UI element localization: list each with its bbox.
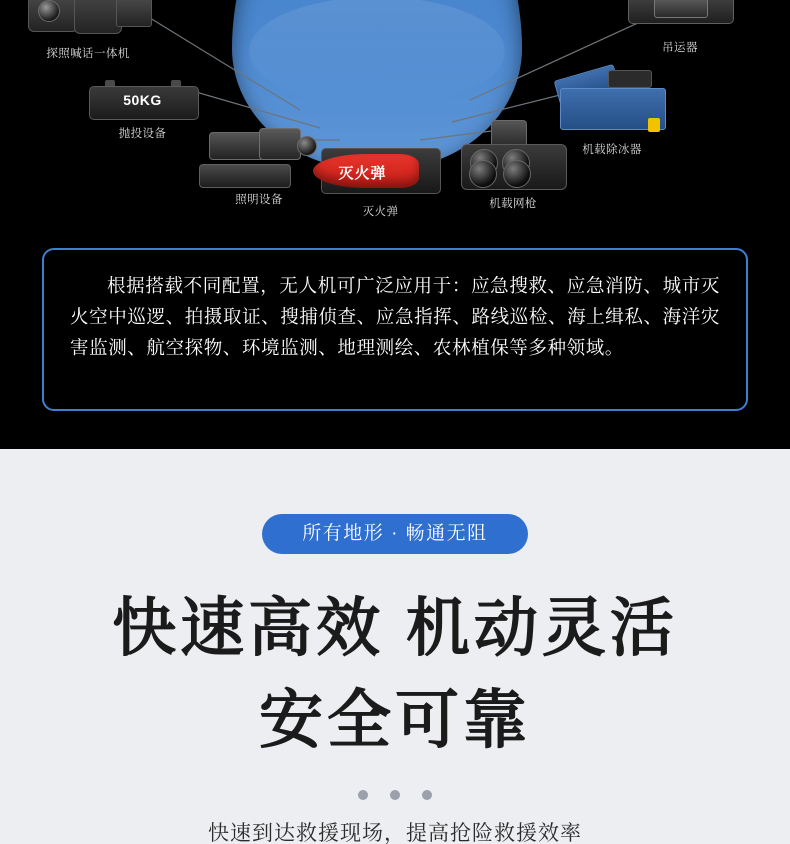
fire-bomb-icon [321,140,441,200]
dot-icon [358,790,368,800]
dot-icon [390,790,400,800]
section-tag-pill: 所有地形 · 畅通无阻 [262,514,528,554]
payload-label: 灭火弹 [362,206,399,218]
payload-lighting-equipment [196,126,322,207]
payload-dropping-device [85,80,200,141]
payload-label: 吊运器 [662,42,698,54]
section-headline [0,582,790,766]
payload-searchlight-speaker [18,0,158,61]
dropping-device-weight-badge: 50KG [123,92,162,108]
application-info-text: 根据搭载不同配置，无人机可广泛应用于：应急搜救、应急消防、城市灭火空中巡逻、拍摄取证、搜捕侦查、应急指挥、路线巡检、海上缉私、海洋灾害监测、航空探物、环境监测、地理测绘、农林植保等多种领域。 [70,275,720,358]
lighting-equipment-icon [199,126,319,188]
payload-label: 探照喊话一体机 [46,48,130,60]
searchlight-speaker-icon [22,0,154,42]
decorative-dots [0,787,790,805]
payload-airborne-de-icer [552,66,672,157]
payload-label: 机载除冰器 [582,144,642,156]
payload-label: 机载网枪 [489,198,537,210]
headline-line-1: 快速高效 机动灵活 [112,592,678,664]
dropping-device-icon [89,80,197,122]
fire-bomb-badge: 灭火弹 [338,165,387,182]
dot-icon [422,790,432,800]
terrain-feature-section [0,449,790,844]
payload-label: 抛投设备 [118,128,167,140]
payload-fire-extinguishing-bomb [318,140,443,219]
payload-hoist [620,0,740,55]
hoist-icon [624,0,736,36]
headline-line-2: 安全可靠 [259,684,531,756]
application-info-box [42,248,748,411]
payload-label: 照明设备 [235,194,283,206]
section-subcaption: 快速到达救援现场，提高抢险救援效率 [208,822,582,844]
de-icer-icon [556,66,668,138]
